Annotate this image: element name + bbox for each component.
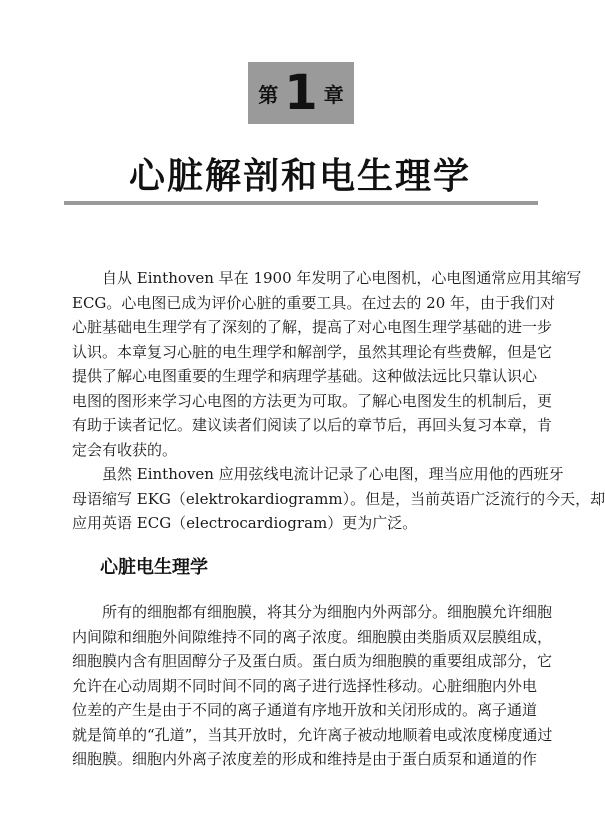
text-line: 细胞膜内含有胆固醇分子及蛋白质。蛋白质为细胞膜的重要组成部分，它	[72, 652, 553, 670]
paragraph-intro	[72, 266, 582, 462]
text-line: 位差的产生是由于不同的离子通道有序地开放和关闭形成的。离子通道	[72, 701, 538, 719]
text-line: 定会有收获的。	[72, 440, 178, 459]
text-line: 所有的细胞都有细胞膜，将其分为细胞内外两部分。细胞膜允许细胞	[72, 603, 553, 621]
title-divider	[64, 201, 538, 205]
paragraph-ekg	[72, 462, 605, 536]
text-line: 母语缩写 EKG（elektrokardiogramm）。但是，当前英语广泛流行的今天，却	[72, 489, 605, 508]
section-heading: 心脏电生理学	[100, 557, 208, 578]
text-line: 应用英语 ECG（electrocardiogram）更为广泛。	[72, 514, 418, 532]
text-line: 心脏基础电生理学有了深刻的了解，提高了对心电图生理学基础的进一步	[72, 318, 553, 336]
text-line: 内间隙和细胞外间隙维持不同的离子浓度。细胞膜由类脂质双层膜组成，	[72, 627, 553, 646]
text-line: 自从 Einthoven 早在 1900 年发明了心电图机，心电图通常应用其缩写	[72, 269, 582, 287]
chapter-title: 心脏解剖和电生理学	[128, 156, 471, 197]
text-line: 电图的图形来学习心电图的方法更为可取。了解心电图发生的机制后，更	[72, 391, 553, 410]
text-line: 允许在心动周期不同时间不同的离子进行选择性移动。心脏细胞内外电	[72, 676, 538, 695]
chapter-prefix: 第	[258, 82, 279, 107]
text-line: 有助于读者记忆。建议读者们阅读了以后的章节后，再回头复习本章，肯	[72, 416, 553, 434]
paragraph-membrane	[72, 600, 553, 772]
text-line: 就是简单的“孔道”，当其开放时，允许离子被动地顺着电或浓度梯度通过	[72, 725, 553, 744]
text-line: 认识。本章复习心脏的电生理学和解剖学，虽然其理论有些费解，但是它	[72, 342, 553, 361]
text-line: 细胞膜。细胞内外离子浓度差的形成和维持是由于蛋白质泵和通道的作	[72, 750, 538, 768]
text-line: 虽然 Einthoven 应用弦线电流计记录了心电图，理当应用他的西班牙	[72, 465, 564, 483]
chapter-number: 1	[284, 65, 318, 121]
text-line: 提供了解心电图重要的生理学和病理学基础。这种做法远比只靠认识心	[72, 367, 538, 385]
text-line: ECG。心电图已成为评价心脏的重要工具。在过去的 20 年，由于我们对	[72, 293, 556, 312]
chapter-suffix: 章	[323, 82, 344, 107]
chapter-label-box	[248, 62, 354, 124]
